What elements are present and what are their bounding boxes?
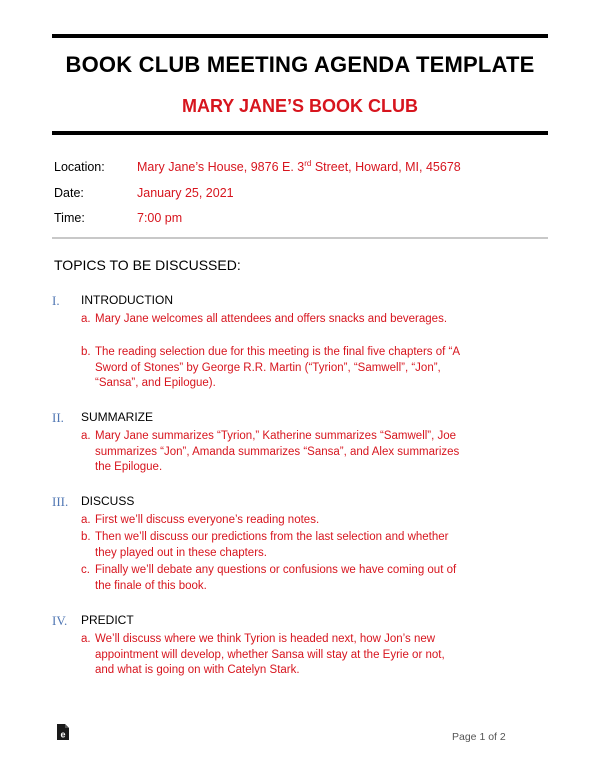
location-value-end: Street, Howard, MI, 45678 [311,160,461,174]
location-value [137,160,461,174]
item-text: The reading selection due for this meeting is the final five chapters of “A Sword of Stones” by George R.R. Martin (“Tyrion”, “Samwell”, “Jon”, “Sansa”, and Epilogue). [95,346,460,389]
item-text: Then we’ll discuss our predictions from the last selection and whether they played out in these chapters. [95,531,449,559]
item-marker: a. [81,514,91,526]
item-text: Finally we’ll debate any questions or confusions we have coming out of the finale of this book. [95,564,457,592]
agenda-item [81,345,461,392]
section-title: DISCUSS [81,494,135,508]
section-numeral: IV. [52,613,68,628]
agenda-item [81,632,461,679]
date-label: Date: [54,186,84,200]
item-marker: a. [81,633,91,645]
club-name: MARY JANE’S BOOK CLUB [181,96,419,116]
item-text: Mary Jane welcomes all attendees and offers snacks and beverages. [95,313,448,325]
agenda-item [81,312,461,328]
agenda-item [81,429,461,476]
section-title: INTRODUCTION [81,293,173,307]
section-numeral: III. [52,494,69,509]
agenda-item [81,563,461,594]
document-title: BOOK CLUB MEETING AGENDA TEMPLATE [65,52,535,77]
section-title: SUMMARIZE [81,410,153,424]
item-marker: b. [81,346,91,358]
header-bottom-divider [52,131,548,135]
item-text: We’ll discuss where we think Tyrion is headed next, how Jon’s new appointment will develop, whether Sansa will stay at the Eyrie or not, and what is going on with Catelyn Stark. [95,633,445,676]
item-marker: a. [81,430,91,442]
section-title: PREDICT [81,613,134,627]
page-indicator: Page 1 of 2 [452,731,506,743]
time-value: 7:00 pm [137,211,183,225]
section-numeral: II. [52,410,64,425]
details-divider [52,237,548,239]
location-value-start: Mary Jane’s House, 9876 E. 3 [137,160,305,174]
item-text: First we’ll discuss everyone’s reading notes. [95,514,320,526]
svg-text:e: e [60,729,66,740]
item-text: Mary Jane summarizes “Tyrion,” Katherine summarizes “Samwell”, Joe summarizes “Jon”, Amanda summarizes “Sansa”, and Alex summarizes the Epilogue. [95,430,460,473]
agenda-item [81,513,461,529]
date-value: January 25, 2021 [137,186,234,200]
time-label: Time: [54,211,85,225]
topics-heading: TOPICS TO BE DISCUSSED: [54,257,241,273]
item-marker: c. [81,564,90,576]
item-marker: b. [81,531,91,543]
item-marker: a. [81,313,91,325]
location-value-ordinal: rd [304,158,312,168]
agenda-item [81,530,461,561]
section-numeral: I. [52,293,60,308]
location-label: Location: [54,160,105,174]
top-divider [52,34,548,38]
document-e-logo-icon [56,723,70,741]
